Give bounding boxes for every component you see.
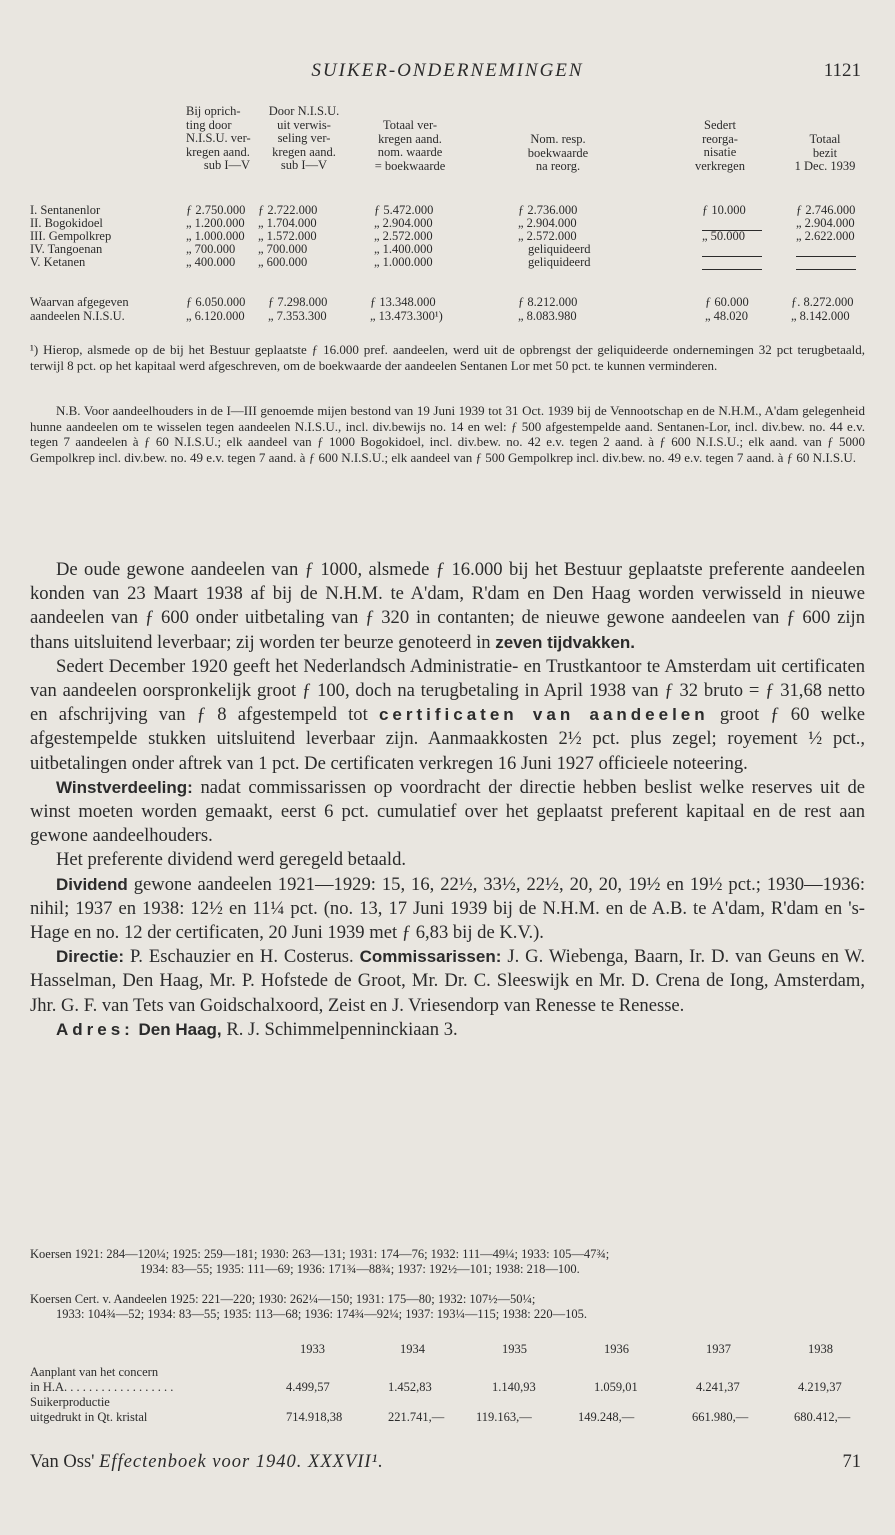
paragraph: Adres: Den Haag, R. J. Schimmelpenninckiaan 3. <box>56 1018 458 1040</box>
footer-title: Effectenboek voor 1940. XXXVII¹. <box>99 1452 384 1472</box>
paragraph: Winstverdeeling: nadat commissarissen op voordracht der directie hebben beslist welke reserves uit de winst moeten worden gemaakt, eerst 6 pct. cumulatief over het geplaatst preferent kapitaal en de rest aan gewone aandeelhouders. <box>30 776 865 847</box>
page-number-top: 1121 <box>823 60 861 81</box>
main-body <box>30 558 865 1042</box>
nb-label: N.B. <box>56 403 81 418</box>
col-head-3: Totaal ver- kregen aand. nom. waarde = boekwaarde <box>374 118 446 173</box>
paragraph: De oude gewone aandeelen van ƒ 1000, alsmede ƒ 16.000 bij het Bestuur geplaatste preferente aandeelen konden van 23 Maart 1938 af bij de N.H.M. te A'dam, R'dam en Den Haag worden verwisseld in nieuwe aandeelen van ƒ 600 onder uitbetaling van ƒ 320 in contanten; de nieuwe gewone aandeelen van ƒ 600 zijn thans uitsluitend leverbaar; zij worden ter beurze genoteerd in zeven tijdvakken. <box>30 559 865 653</box>
koersen-shares: Koersen 1921: 284—120¼; 1925: 259—181; 1930: 263—131; 1931: 174—76; 1932: 111—49¼; 1933: 105—47¾; 1934: 83—55; 1935: 111—69; 1936: 171¾—88¾; 1937: 192½—101; 1938: 218—100. <box>30 1247 610 1276</box>
document-page: SUIKER-ONDERNEMINGEN 1121 Bij oprich- ting door N.I.S.U. ver- kregen aand. sub I—V Door N.I.S.U. uit verwis- seling ver- kregen aand. sub I—V Totaal ver- kregen aand. nom. waarde = boekwaarde Nom. resp. boekwaarde na reorg. Sedert reorga- nisatie verkregen Totaal bezit 1 Dec. 1939 I. Sentanenlor ƒ 2.750.000 ƒ 2.722.000 ƒ 5.472.000 ƒ 2.736.000 ƒ 10.000 ƒ 2.746.000 II. Bogokidoel „ 1.200.000 „ 1.704.000 „ 2.904.000 „ 2.904.000 „ 2.904.000 III. Gempolkrep „ 1.000.000 „ 1.572.000 „ 2.572.000 „ 2.572.000 „ 50.000 „ 2.622.000 IV. Tangoenan „ 700.000 „ 700.000 „ 1.400.000 geliquideerd V. Ketanen „ 400.000 „ 600.000 „ 1.000.000 geliquideerd Waarvan afgegeven ƒ 6.050.000 ƒ 7.298.000 ƒ 13.348.000 ƒ 8.212.000 ƒ 60.000 ƒ. 8.272.000 aandeelen N.I.S.U. „ 6.120.000 „ 7.353.300 „ 13.473.300¹) „ 8.083.980 „ 48.020 „ 8.142.000 ¹) Hierop, alsmede op de bij het Bestuur geplaatste ƒ 16.000 pref. aandeelen, werd uit de opbrengst der geliquideerde ondernemingen 32 pct terugbetaald, terwijl 8 pct. op het kapitaal werd afgeschreven, om de boekwaarde der aandeelen Sentanen Lor met 50 pct. te kunnen verminderen. N.B. Voor aandeelhouders in de I—III genoemde mijen bestond van 19 Juni 1939 tot 31 Oct. 1939 bij de Vennootschap en de N.H.M., A'dam gelegenheid hunne aandeelen om te wisselen tegen aandeelen N.I.S.U., incl. div.bewijs no. 14 en wel: ƒ 500 afgestempelde aand. Sentanen-Lor, incl. div.bew. no. 44 e.v. tegen 7 aandeelen à ƒ 60 N.I.S.U.; elk aandeel van ƒ 1000 Bogokidoel, incl. div.bew. no. 42 e.v. tegen 2 aand. à ƒ 600 N.I.S.U.; elk aand. van ƒ 5000 Gempolkrep incl. div.bew. no. 49 e.v. tegen 7 aand. à ƒ 600 N.I.S.U.; elk aandeel van ƒ 500 Gempolkrep incl. div.bew. no. 49 e.v. tegen 7 aand. à ƒ 60 N.I.S.U. De oude gewone aandeelen van ƒ 1000, alsmede ƒ 16.000 bij het Bestuur geplaatste preferente aandeelen konden van 23 Maart 1938 af bij de N.H.M. te A'dam, R'dam en Den Haag worden verwisseld in nieuwe aandeelen van ƒ 600 onder uitbetaling van ƒ 320 in contanten; de nieuwe gewone aandeelen van ƒ 600 zijn thans uitsluitend leverbaar; zij worden ter beurze genoteerd in zeven tijdvakken. Sedert December 1920 geeft het Nederlandsch Administratie- en Trustkantoor te Amsterdam uit certificaten van aandeelen oorspronkelijk groot ƒ 100, doch na terugbetaling in April 1938 van ƒ 32 bruto = ƒ 31,68 netto en afschrijving van ƒ 8 afgestempeld tot certificaten van aandeelen groot ƒ 60 welke afgestempelde stukken uitsluitend leverbaar zijn. Aanmaakkosten 2½ pct. plus zegel; royement ½ pct., uitbetalingen onder aftrek van 1 pct. De certificaten verkregen 16 Juni 1927 officieele noteering. Winstverdeeling: nadat commissarissen op voordracht der directie hebben beslist welke reserves uit de winst moeten worden gemaakt, eerst 6 pct. cumulatief over het geplaatst preferent kapitaal en de rest aan gewone aandeelhouders. Het preferente dividend werd geregeld betaald. Dividend gewone aandeelen 1921—1929: 15, 16, 22½, 33½, 22½, 20, 20, 19½ en 19½ pct.; 1930—1936: nihil; 1937 en 1938: 12½ en 11¼ pct. (no. 13, 17 Juni 1939 bij de N.H.M. en de A.B. te A'dam, R'dam en 's-Hage en no. 12 der certificaten, 20 Juni 1939 met ƒ 6,83 bij de K.V.). Directie: P. Eschauzier en H. Costerus. Commissarissen: J. G. Wiebenga, Baarn, Ir. D. van Geuns en W. Hasselman, Den Haag, Mr. P. Hofstede de Groot, Mr. Dr. C. Sleeswijk en Mr. D. Crena de Iong, Amsterdam, Jhr. G. F. van Tets van Goidschalxoord, Zeist en J. Vriesendorp van Renesse te Renesse. Adres: Den Haag, R. J. Schimmelpenninckiaan 3. Koersen 1921: 284—120¼; 1925: 259—181; 1930: 263—131; 1931: 174—76; 1932: 111—49¼; 1933: 105—47¾; 1934: 83—55; 1935: 111—69; 1936: 171¾—88¾; 1937: 192½—101; 1938: 218—100. Koersen Cert. v. Aandeelen 1925: 221—220; 1930: 262¼—150; 1931: 175—80; 1932: 107½—50¼; 1933: 104¾—52; 1934: 83—55; 1935: 113—68; 1936: 174¾—92¼; 1937: 193¼—115; 1938: 220—105. 1933 1934 1935 1936 1937 1938 Aanplant van het concern in H.A. . . . . . . . . . . . . . . . . . 4.499,57 1.452,83 1.140,93 1.059,01 4.241,37 4.219,37 Suikerproductie uitgedrukt in Qt. kristal 714.918,38 221.741,— 119.163,— 149.248,— 661.980,— 680.412,— Van Oss' Effectenboek voor 1940. XXXVII¹. 71 <box>0 0 895 1535</box>
running-header-title: SUIKER-ONDERNEMINGEN <box>311 60 584 81</box>
col-head-5: Sedert reorga- nisatie verkregen <box>695 118 745 173</box>
nb-text: Voor aandeelhouders in de I—III genoemde mijen bestond van 19 Juni 1939 tot 31 Oct. 1939 bij de Vennootschap en de N.H.M., A'dam gelegenheid hunne aandeelen om te wisselen tegen aandeelen N.I.S.U., incl. div.bewijs no. 14 en wel: ƒ 500 afgestempelde aand. Sentanen-Lor, incl. div.bew. no. 44 e.v. tegen 7 aandeelen à ƒ 60 N.I.S.U.; elk aandeel van ƒ 1000 Bogokidoel, incl. div.bew. no. 42 e.v. tegen 2 aand. à ƒ 600 N.I.S.U.; elk aand. van ƒ 5000 Gempolkrep incl. div.bew. no. 49 e.v. tegen 7 aand. à ƒ 600 N.I.S.U.; elk aandeel van ƒ 500 Gempolkrep incl. div.bew. no. 49 e.v. tegen 7 aand. à ƒ 60 N.I.S.U. <box>30 403 865 465</box>
paragraph: Het preferente dividend werd geregeld betaald. <box>56 849 407 871</box>
empty-dash <box>796 262 856 275</box>
col-head-4: Nom. resp. boekwaarde na reorg. <box>527 132 589 173</box>
col-head-6: Totaal bezit 1 Dec. 1939 <box>794 132 856 173</box>
page-footer <box>30 1452 865 1473</box>
paragraph: Dividend gewone aandeelen 1921—1929: 15, 16, 22½, 33½, 22½, 20, 20, 19½ en 19½ pct.; 1930—1936: nihil; 1937 en 1938: 12½ en 11¼ pct. (no. 13, 17 Juni 1939 bij de N.H.M. en de A.B. te A'dam, R'dam en 's-Hage en no. 12 der certificaten, 20 Juni 1939 met ƒ 6,83 bij de K.V.). <box>30 873 865 944</box>
footnote: ¹) Hierop, alsmede op de bij het Bestuur geplaatste ƒ 16.000 pref. aandeelen, werd uit de opbrengst der geliquideerde ondernemingen 32 pct terugbetaald, terwijl 8 pct. op het kapitaal werd afgeschreven, om de boekwaarde der aandeelen Sentanen Lor met 50 pct. te kunnen verminderen. <box>30 342 865 373</box>
col-head-2: Door N.I.S.U. uit verwis- seling ver- kregen aand. sub I—V <box>268 104 340 172</box>
empty-dash <box>796 249 856 262</box>
koersen-certificates: Koersen Cert. v. Aandeelen 1925: 221—220; 1930: 262¼—150; 1931: 175—80; 1932: 107½—50¼; 1933: 104¾—52; 1934: 83—55; 1935: 113—68; 1936: 174¾—92¼; 1937: 193¼—115; 1938: 220—105. <box>30 1292 588 1321</box>
paragraph: Directie: P. Eschauzier en H. Costerus. Commissarissen: J. G. Wiebenga, Baarn, Ir. D. van Geuns en W. Hasselman, Den Haag, Mr. P. Hofstede de Groot, Mr. Dr. C. Sleeswijk en Mr. D. Crena de Iong, Amsterdam, Jhr. G. F. van Tets van Goidschalxoord, Zeist en J. Vriesendorp van Renesse te Renesse. <box>30 946 866 1016</box>
nota-bene <box>30 403 865 465</box>
footer-publisher: Van Oss' <box>30 1452 95 1472</box>
empty-dash <box>702 249 762 262</box>
paragraph: Sedert December 1920 geeft het Nederlandsch Administratie- en Trustkantoor te Amsterdam uit certificaten van aandeelen oorspronkelijk groot ƒ 100, doch na terugbetaling in April 1938 van ƒ 32 bruto = ƒ 31,68 netto en afschrijving van ƒ 8 afgestempeld tot certificaten van aandeelen groot ƒ 60 welke afgestempelde stukken uitsluitend leverbaar zijn. Aanmaakkosten 2½ pct. plus zegel; royement ½ pct., uitbetalingen onder aftrek van 1 pct. De certificaten verkregen 16 Juni 1927 officieele noteering. <box>30 655 865 774</box>
col-head-1: Bij oprich- ting door N.I.S.U. ver- kregen aand. sub I—V <box>186 104 251 172</box>
page-number-bottom: 71 <box>842 1452 861 1472</box>
empty-dash <box>702 262 762 275</box>
